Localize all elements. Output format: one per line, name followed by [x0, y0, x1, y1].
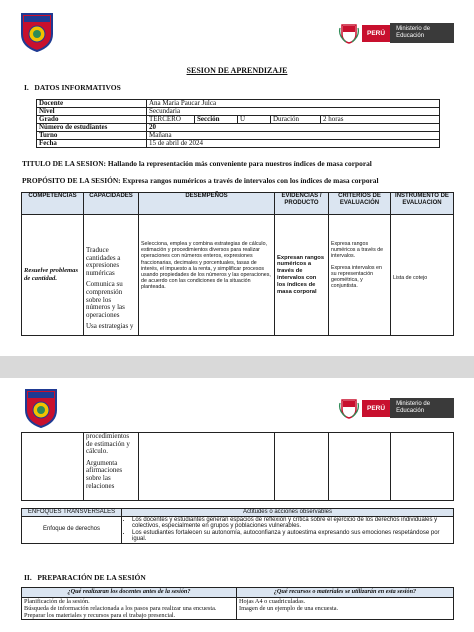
- session-purpose: PROPÓSITO DE LA SESIÓN: Expresa rangos numéricos a través de intervalos con los índices de masa corporal: [22, 176, 379, 185]
- header-docentes-antes: ¿Qué realizaran los docentes antes de la sesión?: [22, 588, 237, 598]
- list-item: • Los docentes y estudiantes generan espacios de reflexión y crítica sobre el ejercicio de los derechos individuales y colectivos, especialmente en grupos y poblaciones vulnerables.: [132, 517, 451, 530]
- capacidad-item: procedimientos de estimación y cálculo.: [86, 432, 130, 456]
- enfoque-cell: Enfoque de derechos: [22, 516, 122, 543]
- peru-coat-of-arms-icon: [338, 397, 360, 419]
- header-recursos: ¿Qué recursos o materiales se utilizarán en esta sesión?: [237, 588, 454, 598]
- table-row: [22, 433, 454, 501]
- header-desempenos: DESEMPEÑOS: [139, 193, 275, 215]
- criterio-item: Expresa intervalos en su representación geométrica, y conjuntista.: [331, 264, 382, 290]
- school-shield-icon: [24, 388, 58, 428]
- capacidad-item: Traduce cantidades a expresiones numéricas: [86, 246, 121, 277]
- peru-coat-of-arms-icon: [338, 22, 360, 44]
- table-row: Docente Ana Maria Paucar Julca: [37, 100, 440, 108]
- actitudes-cell: [122, 516, 454, 543]
- document-page-2: [0, 378, 474, 632]
- instrumento-cell: Lista de cotejo: [391, 215, 454, 336]
- capacidades-cell: [84, 215, 139, 336]
- header-actitudes: Actitudes o acciones observables: [122, 509, 454, 517]
- desempeno-cell: Selecciona, emplea y combina estrategias de cálculo, estimación y procedimientos diversos para realizar operaciones con números enteros, expresiones fraccionarias, decimales y porcentuales, tasas de interés, el impuesto a la renta, y simplificar procesos usando propiedades de los números y las operaciones, de acuerdo con las condiciones de la situación planteada.: [139, 215, 275, 336]
- table-row: [22, 598, 454, 620]
- capacidad-item: Comunica su comprensión sobre los números y las operaciones: [86, 280, 125, 319]
- peru-label: PERÚ: [362, 25, 390, 42]
- ministry-label: Ministerio de Educación: [390, 23, 454, 43]
- criterio-item: Expresa rangos numéricos a través de intervalos.: [331, 241, 384, 260]
- ministry-label: Ministerio de Educación: [390, 398, 454, 418]
- peru-label: PERÚ: [362, 400, 390, 417]
- header-capacidades: CAPACIDADES: [84, 193, 139, 215]
- competencies-table-continued: [21, 432, 454, 501]
- ministry-logo: [338, 397, 454, 419]
- table-header-row: [22, 588, 454, 598]
- criterios-cell: [329, 215, 391, 336]
- table-row: Fecha 15 de abril de 2024: [37, 140, 440, 148]
- competencies-table: [21, 192, 454, 336]
- list-item: • Los estudiantes fortalecen su autonomía, autoconfianza y autoestima expresando sus emociones respetándose por igual.: [132, 530, 451, 543]
- enfoques-table: [21, 508, 454, 544]
- capacidad-item: Usa estrategias y: [86, 322, 134, 331]
- info-table: [36, 99, 440, 148]
- capacidades-cell: [84, 433, 139, 501]
- ministry-logo: [338, 22, 454, 44]
- school-shield-icon: [20, 12, 54, 52]
- preparation-table: [21, 587, 454, 620]
- list-item: Búsqueda de información relacionada a los pasos para realizar una encuesta.: [24, 605, 217, 612]
- section-datos-informativos: I. DATOS INFORMATIVOS: [24, 83, 121, 92]
- header-evidencias: EVIDENCIAS / PRODUCTO: [275, 193, 329, 215]
- list-item: Planificación de la sesión.: [24, 598, 90, 605]
- table-row: [22, 516, 454, 543]
- table-header-row: [22, 193, 454, 215]
- prep-right-cell: [237, 598, 454, 620]
- table-row: Grado TERCERO Sección U Duración 2 horas: [37, 116, 440, 124]
- list-item: Imagen de un ejemplo de una encuesta.: [239, 605, 339, 612]
- list-item: Preparar los materiales y recursos para el trabajo presencial.: [24, 612, 176, 619]
- section-preparacion: II. PREPARACIÓN DE LA SESIÓN: [24, 573, 146, 582]
- table-row: Número de estudiantes 20: [37, 124, 440, 132]
- table-header-row: [22, 509, 454, 517]
- list-item: Hojas A4 o cuadriculadas.: [239, 598, 306, 605]
- capacidad-item: Argumenta afirmaciones sobre las relaciones: [86, 458, 123, 490]
- header-competencias: COMPETENCIAS: [22, 193, 84, 215]
- session-title: SESION DE APRENDIZAJE: [186, 66, 288, 75]
- evidencia-cell: Expresan rangos numéricos a través de intervalos con los índices de masa corporal: [275, 215, 329, 336]
- table-row: Nivel Secundaria: [37, 108, 440, 116]
- table-row: [22, 215, 454, 336]
- header-instrumento: INSTRUMENTO DE EVALUACION: [391, 193, 454, 215]
- header-enfoques: ENFOQUES TRANSVERSALES: [22, 509, 122, 517]
- prep-left-cell: [22, 598, 237, 620]
- competencia-cell: Resuelve problemas de cantidad.: [22, 215, 84, 336]
- session-topic: TITULO DE LA SESION: Hallando la representación más conveniente para nuestros índices de masa corporal: [22, 159, 372, 168]
- header-criterios: CRITERIOS DE EVALUACIÓN: [329, 193, 391, 215]
- table-row: Turno Mañana: [37, 132, 440, 140]
